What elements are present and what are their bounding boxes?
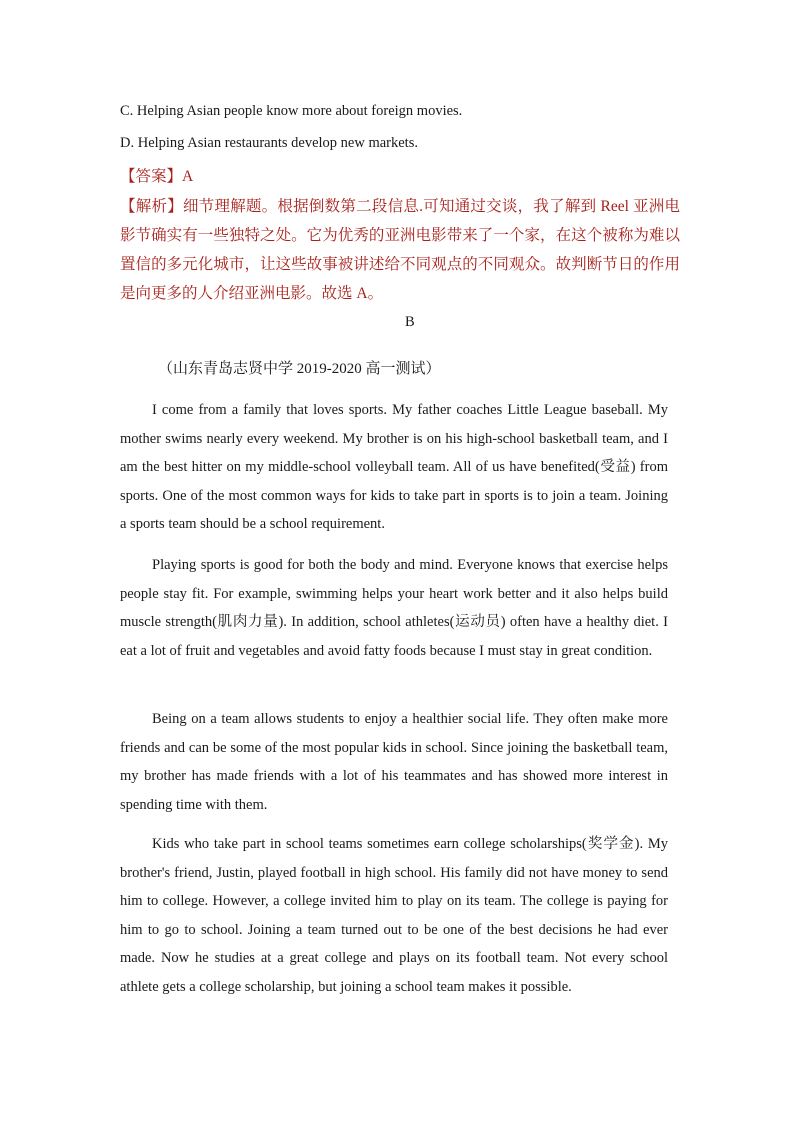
passage-source: （山东青岛志贤中学 2019-2020 高一测试） (158, 361, 441, 377)
answer-value: A (182, 168, 194, 185)
option-d: D. Helping Asian restaurants develop new markets. (120, 135, 418, 151)
passage-paragraph-4: Kids who take part in school teams sometimes earn college scholarships(奖学金). My brother's friend, Justin, played football in high school. His family did not have money to send him to college. However, a college invited him to play on its team. The college is paying for him to go to school. Joining a team turned out to be one of the best decisions he had ever made. Now he studies at a great college and plays on its football team. Not every school athlete gets a college scholarship, but joining a school team makes it possible. (120, 836, 668, 995)
analysis-block (120, 192, 680, 308)
analysis-text: 细节理解题。根据倒数第二段信息.可知通过交谈，我了解到 Reel 亚洲电影节确实有一些独特之处。它为优秀的亚洲电影带来了一个家，在这个被称为难以置信的多元化城市，让这些故事被讲述给不同观点的不同观众。故判断节日的作用是向更多的人介绍亚洲电影。故选 A。 (120, 198, 680, 302)
passage-paragraph-1: I come from a family that loves sports. My father coaches Little League baseball. My mother swims nearly every weekend. My brother is on his high-school basketball team, and I am the best hitter on my middle-school volleyball team. All of us have benefited(受益) from sports. One of the most common ways for kids to take part in sports is to join a team. Joining a sports team should be a school requirement. (120, 402, 668, 532)
section-letter: B (405, 314, 415, 330)
passage-paragraph-3: Being on a team allows students to enjoy a healthier social life. They often make more friends and can be some of the most popular kids in school. Since joining the basketball team, my brother has made friends with a lot of his teammates and has showed more interest in spending time with them. (120, 711, 668, 813)
option-c: C. Helping Asian people know more about foreign movies. (120, 103, 463, 119)
analysis-label: 【解析】 (120, 198, 183, 215)
passage-paragraph-2: Playing sports is good for both the body and mind. Everyone knows that exercise helps people stay fit. For example, swimming helps your heart work better and it also helps build muscle strength(肌肉力量). In addition, school athletes(运动员) often have a healthy diet. I eat a lot of fruit and vegetables and avoid fatty foods because I must stay in great condition. (120, 557, 668, 659)
answer-line (120, 164, 193, 186)
answer-label: 【答案】 (120, 168, 183, 185)
